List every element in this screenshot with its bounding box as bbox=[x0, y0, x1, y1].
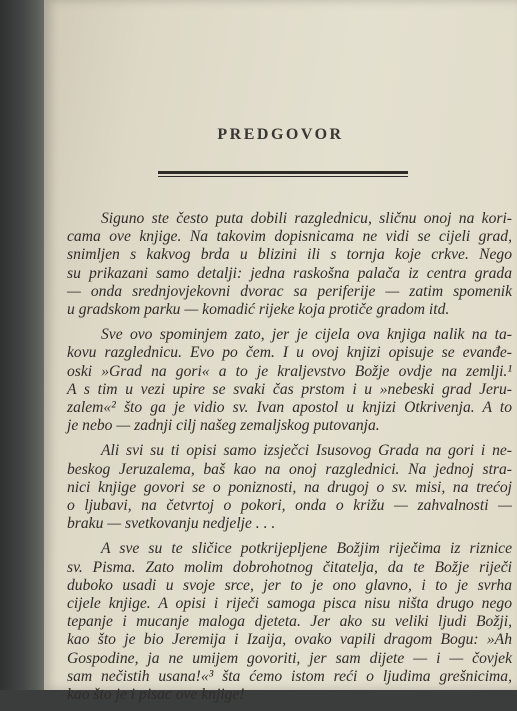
paragraph bbox=[67, 540, 512, 704]
text-line: sam nečistih usana!«³ šta ćemo istom reći o ljudima grešnicima, bbox=[67, 667, 512, 685]
text-line: je nebo — zadnji cilj našeg zemaljskog putovanja. bbox=[67, 417, 380, 435]
text-line: braku — svetkovanju nedjelje . . . bbox=[67, 515, 276, 533]
text-line: cama ove knjige. Na takovim dopisnicama ne vidi se cijeli grad, bbox=[67, 228, 512, 246]
text-line: Ali svi su ti opisi samo izsječci Isusovog Grada na gori i ne- bbox=[101, 442, 512, 460]
paragraph bbox=[67, 442, 512, 533]
text-line: A sve su te sličice potkrijepljene Božjim riječima iz riznice bbox=[101, 540, 512, 558]
text-line: su prikazani samo detalji: jedna raskošna palača iz centra grada bbox=[67, 264, 512, 282]
text-line: duboko usadi u svoje srce, jer to je ono glavno, i to je svrha bbox=[67, 576, 512, 594]
text-line: kao što je bio Jeremija i Izaija, ovako vapili dragom Bogu: »Ah bbox=[67, 631, 512, 649]
preface-text bbox=[67, 210, 512, 711]
text-line: beskog Jeruzalema, baš kao na onoj razglednici. Na jednoj stra- bbox=[67, 460, 512, 478]
page-title: PREDGOVOR bbox=[217, 126, 344, 143]
text-line: kovu razglednicu. Evo po čem. I u ovoj knjizi opisuje se evanđe- bbox=[67, 344, 512, 362]
paragraph bbox=[67, 210, 512, 319]
text-line: A s tim u vezi upire se svaki čas prstom i u »nebeski grad Jeru- bbox=[67, 380, 512, 398]
divider-thin-line bbox=[158, 176, 408, 177]
book-page bbox=[44, 0, 517, 704]
paragraph bbox=[67, 326, 512, 435]
text-line: tepanje i mucanje maloga djeteta. Jer ako su veliki ljudi Božji, bbox=[67, 613, 512, 631]
text-line: Gospodine, ja ne umijem govoriti, jer sam dijete — i — čovjek bbox=[67, 649, 512, 667]
title-divider bbox=[158, 171, 408, 178]
text-line: Sve ovo spominjem zato, jer je cijela ova knjiga nalik na ta- bbox=[101, 326, 512, 344]
text-line: cijele knjige. A opisi i riječi samoga pisca nisu ništa drugo nego bbox=[67, 595, 512, 613]
text-line: — onda srednjovjekovni dvorac sa periferije — zatim spomenik bbox=[67, 282, 512, 300]
text-line: o ljubavi, na četvrtoj o pokori, onda o križu — zahvalnosti — bbox=[67, 497, 512, 515]
text-line: kao što je i pisac ove knjige! bbox=[67, 686, 245, 704]
text-line: Siguno ste često puta dobili razglednicu, sličnu onoj na kori- bbox=[101, 210, 512, 227]
text-line: nici knjige govori se o poniznosti, na drugoj o sv. misi, na trećoj bbox=[67, 478, 512, 496]
text-line: u gradskom parku — komadić rijeke koja protiče gradom itd. bbox=[67, 301, 450, 319]
divider-thick-line bbox=[158, 171, 408, 174]
text-line: oski »Grad na gori« a to je kraljevstvo Božje ovdje na zemlji.¹ bbox=[67, 362, 512, 380]
book-spine-shadow bbox=[0, 0, 44, 690]
text-line: zalem«² što ga je vidio sv. Ivan apostol u knjizi Otkrivenja. A to bbox=[67, 399, 512, 417]
text-line: snimljen s kakvog brda u blizini ili s tornja koje crkve. Nego bbox=[67, 246, 512, 264]
text-line: sv. Pisma. Zato molim dobrohotnog čitatelja, da te Božje riječi bbox=[67, 558, 512, 576]
